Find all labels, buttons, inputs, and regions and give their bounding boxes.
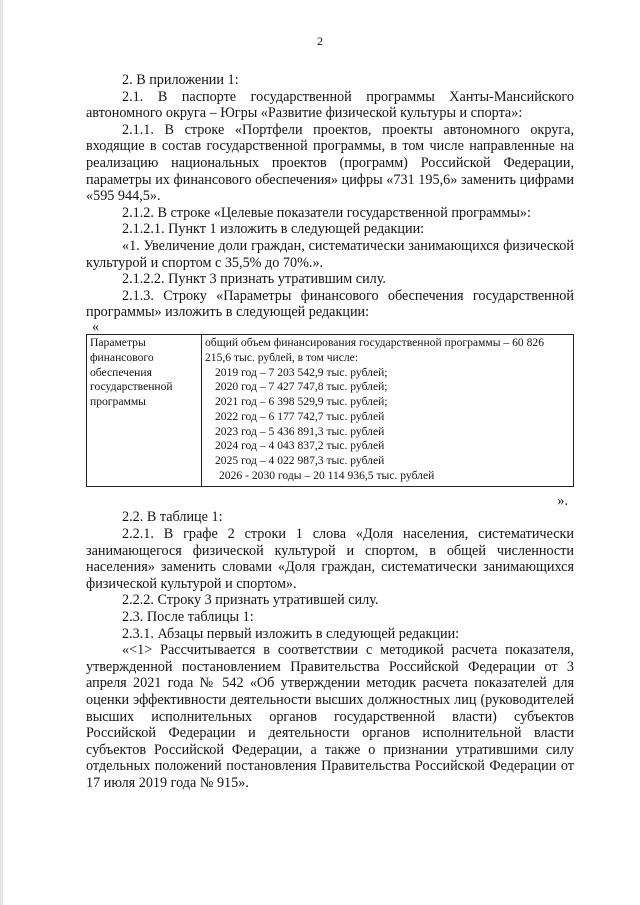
paragraph-9: 2.2. В таблице 1: [122,509,223,526]
paragraph-1: 2. В приложении 1: [122,72,239,88]
paragraph-13: 2.3.1. Абзацы первый изложить в следующей редакции: [122,625,460,642]
paragraph-3: 2.1.1. В строке «Портфели проектов, проекты автономного округа, входящие в состав государственной программы, в том числе направленные на реализацию национальных проектов (программ) Российской Федерации, параметры их финансового обеспечения» цифры «731 195,6» заменить цифрами «595 944,5». [86,121,574,205]
financing-table [86,334,574,487]
paragraph-14: «<1> Рассчитывается в соответствии с методикой расчета показателя, утвержденной постановлением Правительства Российской Федерации от 3 апреля 2021 года № 542 «Об утверждении методик расчета показателей для оценки эффективности деятельности высших должностных лиц (руководителей высших исполнительных органов государственной власти) субъектов Российской Федерации и деятельности органов исполнительной власти субъектов Российской Федерации, а также о признании утратившими силу отдельных положений постановления Правительства Российской Федерации от 17 июля 2019 года № 915». [86,642,574,791]
table-year-2020: 2020 год – 7 427 747,8 тыс. рублей; [215,380,388,394]
paragraph-6: «1. Увеличение доли граждан, систематически занимающихся физической культурой и спортом с 35,5% до 70%.». [86,237,574,271]
table-total: общий объем финансирования государственной программы – 60 826 215,6 тыс. рублей, в том числе: [205,335,544,364]
paragraph-8: 2.1.3. Строку «Параметры финансового обеспечения государственной программы» изложить в следующей редакции: [86,287,574,321]
document-body [86,72,574,792]
table-year-2026-2030: 2026 - 2030 годы – 20 114 936,5 тыс. рублей [219,469,435,483]
paragraph-7: 2.1.2.2. Пункт 3 признать утратившим силу. [122,271,386,288]
table-value-cell [202,334,574,486]
table-year-2024: 2024 год – 4 043 837,2 тыс. рублей [215,439,385,453]
table-year-2022: 2022 год – 6 177 742,7 тыс. рублей [215,409,385,423]
paragraph-2: 2.1. В паспорте государственной программы Ханты-Мансийского автономного округа – Югры «Развитие физической культуры и спорта»: [86,88,574,122]
table-year-2021: 2021 год – 6 398 529,9 тыс. рублей; [215,395,388,409]
paragraph-10: 2.2.1. В графе 2 строки 1 слова «Доля населения, систематически занимающегося физической культурой и спортом, в общей численности населения» заменить словами «Доля граждан, систематически занимающихся физической культурой и спортом». [86,526,574,592]
table-label-cell: Параметры финансового обеспечения государственной программы [87,334,202,486]
scan-edge [0,0,3,905]
table-year-2023: 2023 год – 5 436 891,3 тыс. рублей [215,424,385,438]
paragraph-4: 2.1.2. В строке «Целевые показатели государственной программы»: [122,204,531,221]
table-year-2025: 2025 год – 4 022 987,3 тыс. рублей [215,454,385,468]
table-year-2019: 2019 год – 7 203 542,9 тыс. рублей; [215,365,388,379]
table-row [87,334,574,486]
paragraph-11: 2.2.2. Строку 3 признать утратившей силу. [122,592,379,609]
quote-close-mark: ». [557,492,568,509]
paragraph-5: 2.1.2.1. Пункт 1 изложить в следующей редакции: [122,221,425,238]
page-number: 2 [317,34,323,48]
quote-open-mark: « [92,318,100,335]
paragraph-12: 2.3. После таблицы 1: [122,609,254,626]
